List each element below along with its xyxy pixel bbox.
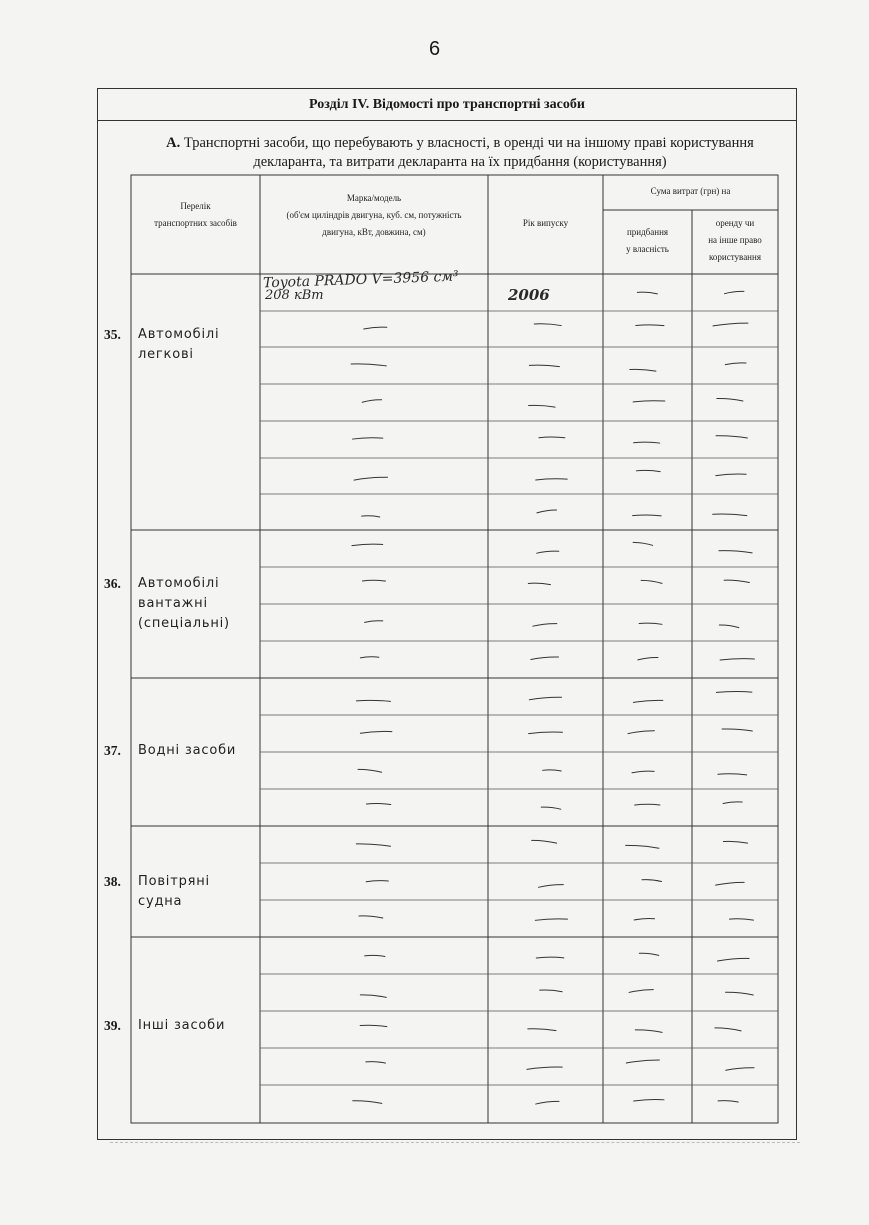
empty-dash-mark	[543, 770, 562, 771]
empty-dash-mark	[633, 401, 665, 402]
empty-dash-mark	[356, 700, 390, 701]
row-label-35: Автомобілі легкові	[138, 327, 220, 362]
row-number-36: 36.	[104, 576, 121, 591]
empty-dash-mark	[718, 774, 747, 775]
empty-dash-mark	[639, 953, 659, 955]
header-model	[260, 190, 488, 241]
empty-dash-mark	[531, 657, 559, 659]
empty-dash-mark	[723, 841, 747, 843]
empty-dash-mark	[632, 771, 654, 773]
empty-dash-mark	[360, 657, 379, 658]
row-label-36: Автомобілі вантажні (спеціальні)	[138, 576, 230, 631]
header-purchase-line1: придбання	[626, 227, 669, 237]
empty-dash-mark	[642, 880, 662, 882]
empty-dash-mark	[354, 477, 387, 480]
empty-dash-mark	[535, 919, 567, 921]
empty-dash-mark	[541, 807, 561, 809]
empty-dash-mark	[364, 327, 387, 329]
empty-dash-mark	[529, 732, 563, 734]
empty-dash-mark	[537, 510, 557, 513]
header-list	[131, 198, 260, 232]
empty-dash-mark	[634, 918, 654, 920]
header-rent-line2: на інше право	[708, 235, 762, 245]
empty-dash-mark	[359, 916, 383, 918]
empty-dash-mark	[633, 700, 662, 702]
empty-dash-mark	[362, 516, 380, 517]
empty-dash-mark	[351, 364, 386, 366]
subtitle-label: А.	[166, 135, 181, 151]
subtitle-line1: Транспортні засоби, що перебувають у власності, в оренді чи на іншому праві користування	[183, 135, 754, 151]
row-number-35: 35.	[104, 327, 121, 342]
empty-dash-mark	[723, 802, 742, 804]
empty-dash-mark	[532, 840, 557, 843]
empty-dash-mark	[529, 697, 561, 700]
handwritten-model-line2: 208 кВт	[265, 288, 324, 303]
empty-dash-mark	[713, 323, 748, 326]
empty-dash-mark	[529, 365, 559, 367]
page-number: 6	[428, 38, 441, 60]
empty-dash-mark	[353, 1101, 382, 1104]
empty-dash-mark	[529, 405, 555, 407]
empty-dash-mark	[635, 1030, 662, 1032]
header-purchase-line2: у власність	[626, 244, 669, 254]
header-model-line1: Марка/модель	[346, 193, 402, 203]
empty-dash-mark	[534, 324, 561, 326]
empty-dash-mark	[716, 436, 747, 438]
header-model-line3: двигуна, кВт, довжина, см)	[322, 227, 426, 237]
empty-dash-mark	[528, 1029, 556, 1031]
empty-dash-mark	[716, 474, 746, 476]
row-number-39: 39.	[104, 1018, 121, 1033]
empty-dash-mark	[365, 621, 383, 623]
row-number-38: 38.	[104, 874, 121, 889]
row-label-39: Інші засоби	[138, 1018, 226, 1033]
empty-dash-mark	[636, 325, 664, 326]
empty-dash-mark	[360, 1025, 387, 1026]
empty-dash-mark	[539, 437, 565, 438]
empty-dash-mark	[713, 514, 747, 516]
empty-dash-mark	[637, 292, 657, 294]
empty-dash-mark	[366, 1062, 386, 1063]
empty-dash-mark	[724, 580, 749, 582]
empty-dash-mark	[726, 992, 754, 995]
empty-dash-mark	[718, 958, 750, 961]
empty-dash-mark	[360, 995, 386, 998]
empty-dash-mark	[536, 479, 567, 480]
empty-dash-mark	[630, 369, 656, 371]
empty-dash-mark	[634, 442, 660, 443]
header-model-line2: (об'єм циліндрів двигуна, куб. см, потужність	[286, 210, 462, 220]
empty-dash-mark	[729, 919, 753, 920]
empty-dash-mark	[540, 990, 562, 992]
empty-dash-mark	[716, 882, 745, 885]
empty-dash-mark	[626, 1060, 659, 1063]
header-rent	[692, 215, 778, 266]
empty-dash-mark	[628, 731, 654, 734]
handwritten-year: 2006	[508, 286, 550, 304]
empty-dash-mark	[367, 804, 391, 805]
header-rent-line3: користування	[709, 252, 761, 262]
handwritten-model-line1: Toyota PRADO V=3956 см³	[262, 268, 459, 292]
empty-dash-mark	[366, 881, 388, 882]
row-label-38: Повітряні судна	[138, 874, 210, 909]
row-label-37: Водні засоби	[138, 743, 237, 758]
bottom-perforation	[110, 1140, 800, 1143]
empty-dash-mark	[362, 580, 385, 581]
empty-dash-mark	[638, 657, 658, 659]
empty-dash-mark	[538, 885, 563, 888]
empty-dash-mark	[536, 1101, 559, 1104]
empty-dash-mark	[720, 659, 754, 660]
table-border	[131, 175, 778, 1123]
empty-dash-mark	[353, 438, 383, 439]
empty-dash-mark	[362, 400, 381, 403]
empty-dash-mark	[633, 542, 652, 545]
subtitle-line2: декларанта, та витрати декларанта на їх придбання (користування)	[253, 154, 667, 170]
empty-dash-mark	[641, 580, 662, 583]
empty-dash-mark	[715, 1028, 741, 1031]
empty-dash-mark	[352, 544, 383, 545]
empty-dash-mark	[528, 583, 550, 584]
header-rent-line1: оренду чи	[715, 218, 755, 228]
empty-dash-mark	[527, 1067, 562, 1069]
empty-dash-mark	[726, 1068, 754, 1071]
header-purchase	[603, 224, 692, 258]
header-year: Рік випуску	[522, 218, 569, 228]
empty-dash-mark	[717, 398, 743, 400]
empty-dash-mark	[722, 729, 752, 731]
empty-dash-mark	[635, 804, 660, 805]
empty-dash-mark	[724, 291, 743, 293]
empty-dash-mark	[356, 844, 390, 846]
empty-dash-mark	[725, 363, 746, 365]
header-list-line1: Перелік	[180, 201, 211, 211]
empty-dash-mark	[716, 691, 752, 692]
empty-dash-mark	[633, 515, 662, 516]
empty-dash-mark	[629, 990, 653, 993]
empty-dash-mark	[360, 731, 392, 733]
empty-dash-mark	[626, 845, 659, 848]
empty-dash-mark	[639, 623, 662, 624]
empty-dash-mark	[718, 1101, 738, 1102]
empty-dash-mark	[536, 957, 563, 958]
empty-dash-mark	[634, 1100, 664, 1102]
empty-dash-mark	[636, 470, 660, 471]
empty-dash-mark	[719, 551, 752, 553]
empty-dash-mark	[358, 769, 382, 772]
empty-dash-mark	[533, 624, 557, 627]
header-list-line2: транспортних засобів	[154, 218, 237, 228]
row-number-37: 37.	[104, 743, 121, 758]
empty-dash-mark	[365, 955, 385, 956]
empty-dash-mark	[719, 625, 738, 628]
header-sum: Сума витрат (грн) на	[650, 186, 731, 196]
empty-dash-mark	[537, 551, 559, 553]
section-title: Розділ IV. Відомості про транспортні засоби	[97, 88, 797, 121]
